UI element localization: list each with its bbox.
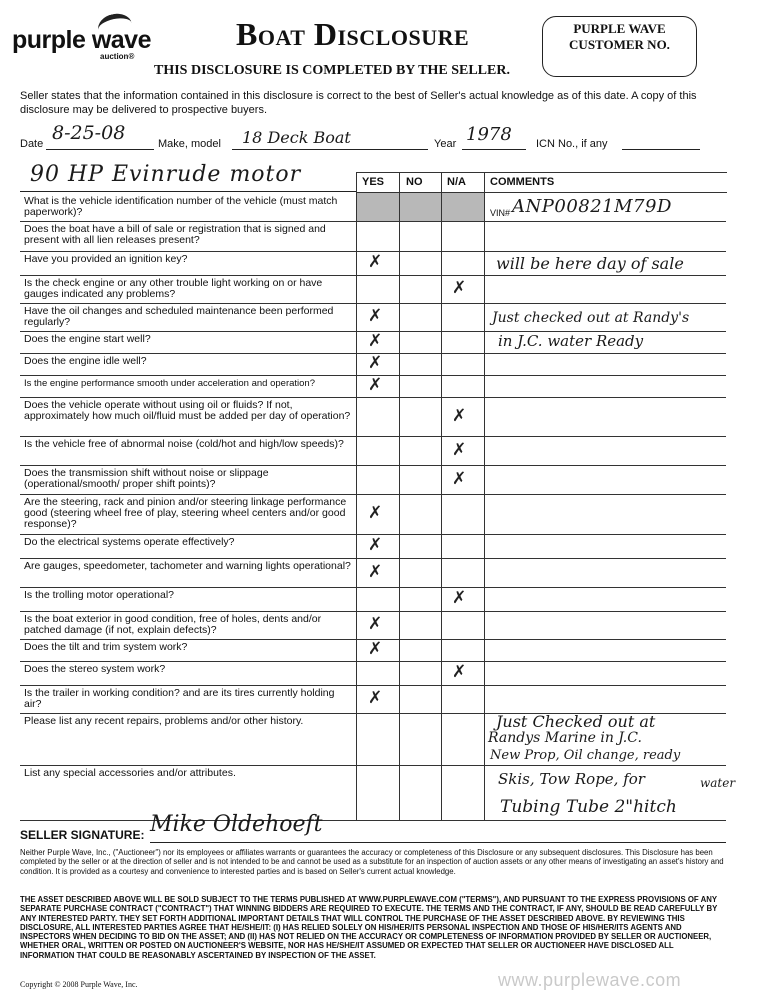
- vin-value: ANP00821M79D: [512, 196, 672, 217]
- page-subtitle: THIS DISCLOSURE IS COMPLETED BY THE SELLER.: [154, 63, 510, 78]
- signature-value: Mike Oldehoeft: [150, 812, 323, 837]
- question-text: Is the boat exterior in good condition, free of holes, dents and/or patched damage (if not, explain defects)?: [24, 613, 322, 636]
- comment-key: will be here day of sale: [496, 254, 684, 273]
- answer-mark-na: ✗: [452, 468, 467, 489]
- question-text: Please list any recent repairs, problems and/or other history.: [24, 715, 304, 727]
- table-row: [20, 587, 726, 612]
- question-text: Are gauges, speedometer, tachometer and warning lights operational?: [24, 560, 351, 572]
- table-row: [20, 436, 726, 466]
- question-text: Does the tilt and trim system work?: [24, 641, 188, 653]
- year-value: 1978: [466, 124, 512, 145]
- question-text: Is the trolling motor operational?: [24, 589, 174, 601]
- date-value: 8-25-08: [52, 122, 126, 144]
- question-text: Does the stereo system work?: [24, 663, 166, 675]
- answer-mark-yes: ✗: [368, 614, 383, 634]
- year-underline: [462, 148, 526, 150]
- answer-mark-yes: ✗: [368, 353, 383, 373]
- comment-acc-side: water: [700, 776, 736, 790]
- question-text: Have the oil changes and scheduled maintenance been performed regularly?: [24, 305, 334, 328]
- logo: purple wave: [12, 26, 151, 54]
- question-text: Is the trailer in working condition? and are its tires currently holding air?: [24, 687, 335, 710]
- icn-underline: [622, 148, 700, 150]
- col-na-header: N/A: [447, 176, 466, 188]
- comment-maint-2: in J.C. water Ready: [498, 332, 644, 350]
- year-label: Year: [434, 138, 457, 150]
- intro-text: Seller states that the information contained in this disclosure is correct to the best of Seller's actual knowledge as of this date. A copy of this disclosure may be delivered to prospective buyers.: [20, 90, 697, 116]
- signature-underline: [150, 841, 726, 843]
- table-row: [20, 275, 726, 304]
- answer-mark-na: ✗: [452, 278, 467, 298]
- website-watermark: www.purplewave.com: [498, 970, 682, 990]
- answer-mark-yes: ✗: [368, 688, 383, 708]
- answer-mark-yes: ✗: [368, 375, 383, 395]
- answer-mark-yes: ✗: [368, 331, 383, 351]
- col-no-header: NO: [406, 176, 423, 188]
- answer-mark-na: ✗: [452, 405, 467, 426]
- answer-mark-yes: ✗: [368, 535, 383, 555]
- answer-mark-yes: ✗: [368, 639, 383, 659]
- question-text: Are the steering, rack and pinion and/or steering linkage performance good (steering wheel free of play, steering wheel centers and/or good response)?: [24, 496, 347, 530]
- comment-acc-2: Tubing Tube 2"hitch: [500, 797, 677, 817]
- question-text: List any special accessories and/or attributes.: [24, 767, 236, 779]
- comment-repairs-2: Randys Marine in J.C.: [488, 730, 642, 746]
- item-heading: 90 HP Evinrude motor: [30, 162, 302, 187]
- question-text: Is the vehicle free of abnormal noise (cold/hot and high/low speeds)?: [24, 438, 344, 450]
- vin-label: VIN#: [490, 208, 511, 218]
- table-row: [20, 397, 726, 437]
- page-title: Boat Disclosure: [236, 16, 470, 52]
- signature-label: SELLER SIGNATURE:: [20, 828, 145, 842]
- answer-mark-yes: ✗: [368, 561, 383, 582]
- table-row: [20, 661, 726, 686]
- col-comments-header: COMMENTS: [490, 176, 555, 188]
- question-text: Does the boat have a bill of sale or registration that is signed and present with all lien releases present?: [24, 223, 326, 246]
- date-underline: [46, 148, 154, 150]
- answer-mark-yes: ✗: [368, 252, 383, 272]
- comment-repairs-1: Just Checked out at: [496, 712, 656, 731]
- answer-mark-na: ✗: [452, 662, 467, 682]
- comment-maint-1: Just checked out at Randy's: [492, 310, 690, 326]
- customer-number-box: [542, 16, 697, 77]
- make-underline: [232, 148, 428, 150]
- customer-box-line1: PURPLE WAVE: [573, 21, 666, 36]
- logo-subtext: auction®: [100, 52, 135, 61]
- item-heading-underline: [20, 190, 356, 192]
- question-text: Is the check engine or any other trouble light working on or have gauges indicated any problems?: [24, 277, 323, 300]
- disclaimer-text: Neither Purple Wave, Inc., ("Auctioneer") nor its employees or affiliates warrants or guarantees the accuracy or completeness of this Disclosure or any subsequent disclosures. This Disclosure has been completed by the seller or at the direction of seller and is not intended to be and cannot be used as a substitute for an inspection of auction assets or any other means of investigating an asset's history and condition. It is provided as a courtesy and convenience to interested parties and is based on Seller's current actual knowledge.: [20, 848, 724, 876]
- icn-label: ICN No., if any: [536, 138, 608, 150]
- answer-mark-na: ✗: [452, 439, 467, 460]
- question-text: Does the vehicle operate without using oil or fluids? If not, approximately how much oil/fluid must be added per day of operation?: [24, 399, 351, 422]
- answer-mark-na: ✗: [452, 588, 467, 608]
- answer-mark-yes: ✗: [368, 503, 383, 523]
- question-text: Does the engine start well?: [24, 333, 151, 345]
- customer-box-line2: CUSTOMER NO.: [569, 37, 670, 52]
- comment-acc-1: Skis, Tow Rope, for: [498, 770, 645, 788]
- table-row: [20, 465, 726, 495]
- question-text: Have you provided an ignition key?: [24, 253, 188, 265]
- col-yes-header: YES: [362, 176, 385, 188]
- question-text: Is the engine performance smooth under acceleration and operation?: [24, 378, 315, 389]
- table-top-border: [356, 172, 727, 173]
- table-row: [20, 221, 726, 252]
- question-text: What is the vehicle identification number of the vehicle (must match paperwork)?: [24, 195, 338, 218]
- make-label: Make, model: [158, 138, 221, 150]
- question-text: Does the engine idle well?: [24, 355, 147, 367]
- comment-repairs-3: New Prop, Oil change, ready: [490, 748, 681, 763]
- make-value: 18 Deck Boat: [242, 128, 351, 147]
- question-text: Do the electrical systems operate effectively?: [24, 536, 235, 548]
- date-label: Date: [20, 138, 44, 150]
- terms-text: THE ASSET DESCRIBED ABOVE WILL BE SOLD SUBJECT TO THE TERMS PUBLISHED AT WWW.PURPLEWAVE.COM ("TERMS"), AND PURSUANT TO THE EXPRESS PROVISIONS OF ANY SEPARATE PURCHASE CONTRACT ("CONTRACT") THAT WINNING BIDDERS ARE REQUIRED TO EXECUTE. THE TERMS AND THE CONTRACT, IF ANY, SHOULD BE READ CAREFULLY BY ANY INTERESTED PARTY. THEY SET FORTH ADDITIONAL IMPORTANT DETAILS THAT WILL CONTROL THE PURCHASE OF THE ASSET DESCRIBED ABOVE. BY REVIEWING THIS DISCLOSURE, ALL INTERESTED PARTIES AGREE THAT HE/SHE/IT: (I) HAS RELIED SOLELY ON HIS/HER/ITS PERSONAL INSPECTION AND THOSE OF HIS/HER/ITS AGENTS AND INSPECTORS WHEN DECIDING TO BID ON THE ASSET; AND (II) HAS NOT RELIED ON THE ACCURACY OR COMPLETENESS OF INFORMATION PROVIDED BY SELLER OR AUCTIONEER, WHETHER ORAL, WRITTEN OR POSTED ON AUCTIONEER'S WEBSITE, NOR HAS HE/SHE/IT ASSUMED OR EXPECTED THAT SELLER OR AUCTIONEER HAVE DISCLOSED ALL INFORMATION THAT COULD BE REASONABLY ASCERTAINED BY INSPECTION OF THE ASSET.: [20, 895, 718, 960]
- question-text: Does the transmission shift without noise or slippage (operational/smooth/ proper shift points)?: [24, 467, 269, 490]
- copyright: Copyright © 2008 Purple Wave, Inc.: [20, 980, 138, 989]
- answer-mark-yes: ✗: [368, 306, 383, 326]
